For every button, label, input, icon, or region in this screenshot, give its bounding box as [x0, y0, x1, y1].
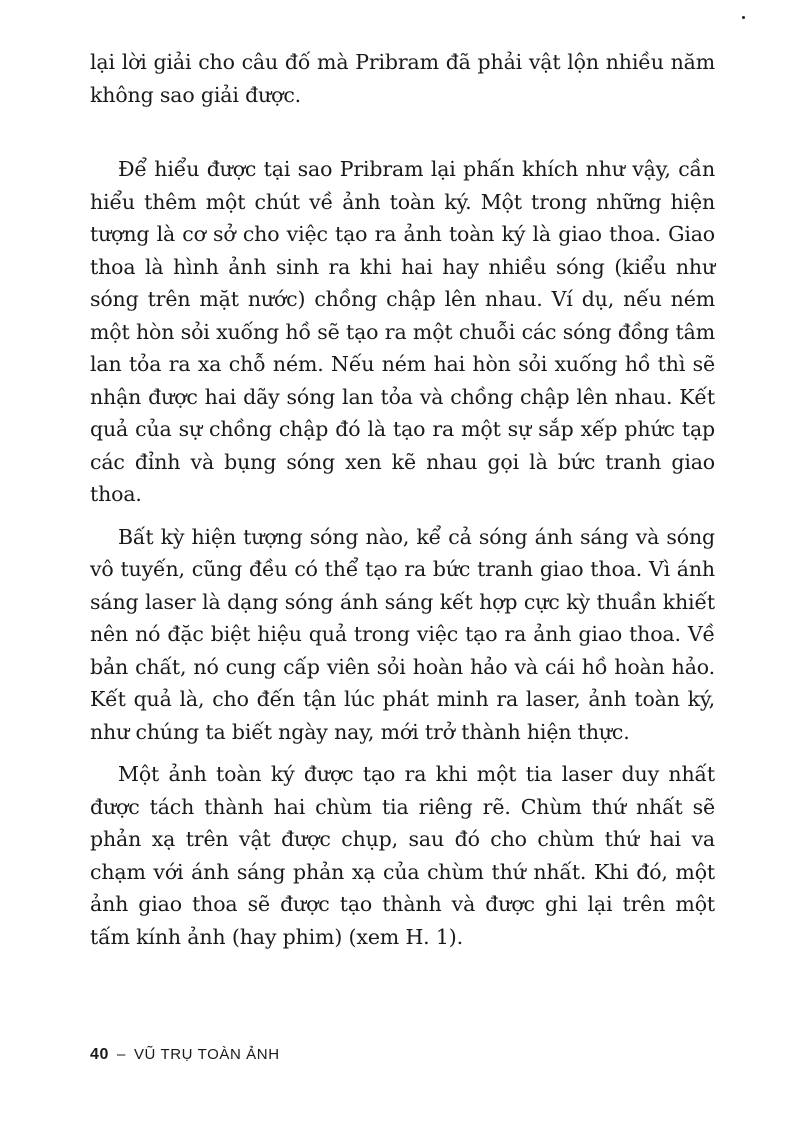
body-text [90, 46, 715, 953]
paragraph-laser: Bất kỳ hiện tượng sóng nào, kể cả sóng ánh sáng và sóng vô tuyến, cũng đều có thể tạo ra bức tranh giao thoa. Vì ánh sáng laser là dạng sóng ánh sáng kết hợp cực kỳ thuần khiết nên nó đặc biệt hiệu quả trong việc tạo ra ảnh giao thoa. Về bản chất, nó cung cấp viên sỏi hoàn hảo và cái hồ hoàn hảo. Kết quả là, cho đến tận lúc phát minh ra laser, ảnh toàn ký, như chúng ta biết ngày nay, mới trở thành hiện thực. [90, 524, 715, 744]
book-title: VŨ TRỤ TOÀN ẢNH [133, 1046, 280, 1063]
running-footer [90, 1046, 280, 1064]
paragraph-continued: lại lời giải cho câu đố mà Pribram đã phải vật lộn nhiều năm không sao giải được. [90, 50, 715, 107]
paragraph-hologram-creation: Một ảnh toàn ký được tạo ra khi một tia laser duy nhất được tách thành hai chùm tia riêng rẽ. Chùm thứ nhất sẽ phản xạ trên vật được chụp, sau đó cho chùm thứ hai va chạm với ánh sáng phản xạ của chùm thứ nhất. Khi đó, một ảnh giao thoa sẽ được tạo thành và được ghi lại trên một tấm kính ảnh (hay phim) (xem H. 1). [90, 762, 715, 949]
page-number: 40 [90, 1046, 109, 1063]
paragraph-interference: Để hiểu được tại sao Pribram lại phấn khích như vậy, cần hiểu thêm một chút về ảnh toàn ký. Một trong những hiện tượng là cơ sở cho việc tạo ra ảnh toàn ký là giao thoa. Giao thoa là hình ảnh sinh ra khi hai hay nhiều sóng (kiểu như sóng trên mặt nước) chồng chập lên nhau. Ví dụ, nếu ném một hòn sỏi xuống hồ sẽ tạo ra một chuỗi các sóng đồng tâm lan tỏa ra xa chỗ ném. Nếu ném hai hòn sỏi xuống hồ thì sẽ nhận được hai dãy sóng lan tỏa và chồng chập lên nhau. Kết quả của sự chồng chập đó là tạo ra một sự sắp xếp phức tạp các đỉnh và bụng sóng xen kẽ nhau gọi là bức tranh giao thoa. [90, 157, 715, 506]
corner-dot [742, 16, 745, 19]
footer-separator: – [117, 1046, 126, 1063]
